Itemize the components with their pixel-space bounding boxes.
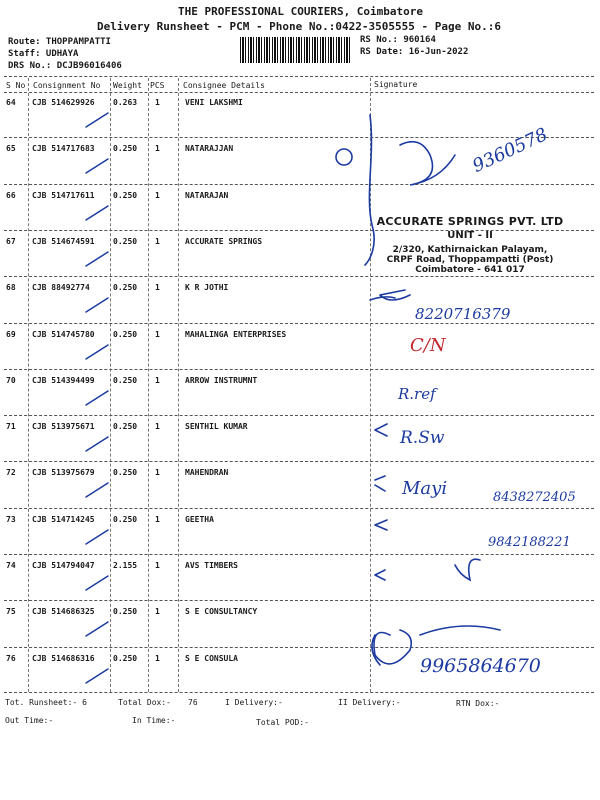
row-pcs: 1 — [155, 607, 160, 616]
row-consignee: VENI LAKSHMI — [185, 98, 243, 107]
row-consignee: ACCURATE SPRINGS — [185, 237, 263, 246]
tick-mark — [82, 433, 112, 455]
route-label: Route: THOPPAMPATTI — [8, 37, 111, 47]
row-pcs: 1 — [155, 330, 160, 339]
row-consignment: CJB 514717611 — [32, 191, 95, 200]
rtn-dox: RTN Dox:- — [456, 699, 500, 708]
row-sno: 75 — [6, 607, 16, 616]
tot-runsheet: Tot. Runsheet:- 6 — [5, 698, 87, 707]
row-pcs: 1 — [155, 422, 160, 431]
circled-mark — [336, 149, 352, 165]
row-pcs: 1 — [155, 561, 160, 570]
tick-mark — [82, 294, 112, 316]
staff-label: Staff: UDHAYA — [8, 49, 79, 59]
tick-mark — [82, 665, 112, 687]
row-weight: 0.250 — [113, 654, 138, 663]
out-time: Out Time:- — [5, 716, 54, 725]
handwritten-phone: 8220716379 — [415, 305, 511, 323]
row-pcs: 1 — [155, 283, 160, 292]
in-time: In Time:- — [132, 716, 176, 725]
row-weight: 0.250 — [113, 144, 138, 153]
drs-number: DRS No.: DCJB96016406 — [8, 61, 122, 71]
row-pcs: 1 — [155, 237, 160, 246]
stamp-line: 2/320, Kathirnaickan Palayam, — [392, 245, 548, 255]
row-sno: 68 — [6, 283, 16, 292]
row-weight: 0.250 — [113, 515, 138, 524]
signature-stroke — [372, 635, 380, 665]
handwritten-phone: 9842188221 — [488, 535, 571, 550]
row-sno: 73 — [6, 515, 16, 524]
row-weight: 2.155 — [113, 561, 138, 570]
col-weight: Weight — [113, 81, 142, 90]
row-weight: 0.250 — [113, 191, 138, 200]
row-sno: 74 — [6, 561, 16, 570]
company-title: THE PROFESSIONAL COURIERS, Coimbatore — [178, 5, 424, 18]
row-consignee: MAHALINGA ENTERPRISES — [185, 330, 287, 339]
row-consignment: CJB 514686316 — [32, 654, 95, 663]
handwritten-phone: 8438272405 — [493, 490, 576, 505]
tick-mark — [82, 618, 112, 640]
signature-stroke — [400, 142, 455, 185]
row-consignee: SENTHIL KUMAR — [185, 422, 248, 431]
row-consignee: K R JOTHI — [185, 283, 229, 292]
row-pcs: 1 — [155, 144, 160, 153]
row-consignee: GEETHA — [185, 515, 214, 524]
row-consignment: CJB 514629926 — [32, 98, 95, 107]
total-dox-value: 76 — [188, 698, 198, 707]
total-pod: Total POD:- — [256, 718, 309, 727]
col-signature: Signature — [374, 80, 418, 89]
tick-mark — [82, 526, 112, 548]
row-sno: 67 — [6, 237, 16, 246]
signature-stroke — [375, 424, 387, 436]
row-sno: 72 — [6, 468, 16, 477]
i-delivery: I Delivery:- — [225, 698, 283, 707]
row-pcs: 1 — [155, 468, 160, 477]
handwritten-signatures — [330, 95, 600, 695]
row-consignee: NATARAJAN — [185, 191, 229, 200]
tick-mark — [82, 109, 112, 131]
row-weight: 0.250 — [113, 237, 138, 246]
row-consignment: CJB 514674591 — [32, 237, 95, 246]
barcode-image — [240, 37, 350, 63]
handwritten-note: C/N — [410, 335, 446, 356]
col-consignment: Consignment No — [33, 81, 101, 90]
handwritten-signature: R.ref — [398, 385, 436, 403]
row-weight: 0.250 — [113, 422, 138, 431]
signature-stroke — [375, 570, 385, 580]
row-consignee: S E CONSULA — [185, 654, 238, 663]
row-consignee: NATARAJJAN — [185, 144, 234, 153]
rs-date: RS Date: 16-Jun-2022 — [360, 47, 469, 57]
row-consignee: AVS TIMBERS — [185, 561, 238, 570]
row-weight: 0.250 — [113, 283, 138, 292]
total-dox-label: Total Dox:- — [118, 698, 171, 707]
handwritten-signature: R.Sw — [400, 428, 445, 448]
row-sno: 70 — [6, 376, 16, 385]
header-top-rule — [4, 76, 594, 77]
header-bottom-rule — [4, 92, 594, 93]
signature-stroke — [455, 559, 480, 580]
signature-stroke — [375, 485, 385, 491]
tick-mark — [82, 479, 112, 501]
stamp-line: CRPF Road, Thoppampatti (Post) — [386, 255, 554, 265]
row-consignment: CJB 514794047 — [32, 561, 95, 570]
tick-mark — [82, 155, 112, 177]
row-consignment: CJB 514714245 — [32, 515, 95, 524]
row-sno: 64 — [6, 98, 16, 107]
handwritten-phone: 9360578 — [469, 124, 551, 177]
tick-mark — [82, 341, 112, 363]
row-consignment: CJB 514394499 — [32, 376, 95, 385]
handwritten-phone: 9965864670 — [420, 655, 541, 677]
row-consignment: CJB 88492774 — [32, 283, 90, 292]
stamp-line: Coimbatore - 641 017 — [415, 265, 525, 275]
stamp-line: UNIT - II — [447, 230, 493, 241]
tick-mark — [82, 248, 112, 270]
col-consignee: Consignee Details — [183, 81, 265, 90]
row-weight: 0.263 — [113, 98, 138, 107]
row-pcs: 1 — [155, 515, 160, 524]
row-sno: 65 — [6, 144, 16, 153]
row-pcs: 1 — [155, 98, 160, 107]
row-sno: 76 — [6, 654, 16, 663]
signature-stroke — [420, 626, 500, 635]
row-pcs: 1 — [155, 376, 160, 385]
row-sno: 69 — [6, 330, 16, 339]
row-consignment: CJB 514686325 — [32, 607, 95, 616]
row-weight: 0.250 — [113, 376, 138, 385]
ii-delivery: II Delivery:- — [338, 698, 401, 707]
tick-mark — [82, 387, 112, 409]
row-pcs: 1 — [155, 191, 160, 200]
row-weight: 0.250 — [113, 607, 138, 616]
tick-mark — [82, 202, 112, 224]
tick-mark — [82, 572, 112, 594]
col-pcs: PCS — [150, 81, 165, 90]
row-sno: 71 — [6, 422, 16, 431]
row-pcs: 1 — [155, 654, 160, 663]
signature-stroke — [375, 476, 385, 480]
row-consignee: S E CONSULTANCY — [185, 607, 258, 616]
footer-rule — [4, 692, 594, 693]
rs-number: RS No.: 960164 — [360, 35, 436, 45]
row-weight: 0.250 — [113, 330, 138, 339]
row-weight: 0.250 — [113, 468, 138, 477]
row-sno: 66 — [6, 191, 16, 200]
row-consignment: CJB 514717683 — [32, 144, 95, 153]
row-consignment: CJB 513975679 — [32, 468, 95, 477]
handwritten-signature: Mayi — [402, 478, 448, 499]
row-consignment: CJB 514745780 — [32, 330, 95, 339]
row-consignment: CJB 513975671 — [32, 422, 95, 431]
col-sno: S No — [6, 81, 26, 90]
runsheet-subtitle: Delivery Runsheet - PCM - Phone No.:0422-3505555 - Page No.:6 — [97, 20, 501, 33]
stamp-line: ACCURATE SPRINGS PVT. LTD — [376, 215, 564, 228]
signature-stroke — [365, 115, 374, 265]
signature-stroke — [375, 520, 387, 530]
row-consignee: MAHENDRAN — [185, 468, 229, 477]
signature-stroke — [374, 630, 411, 664]
row-consignee: ARROW INSTRUMNT — [185, 376, 258, 385]
